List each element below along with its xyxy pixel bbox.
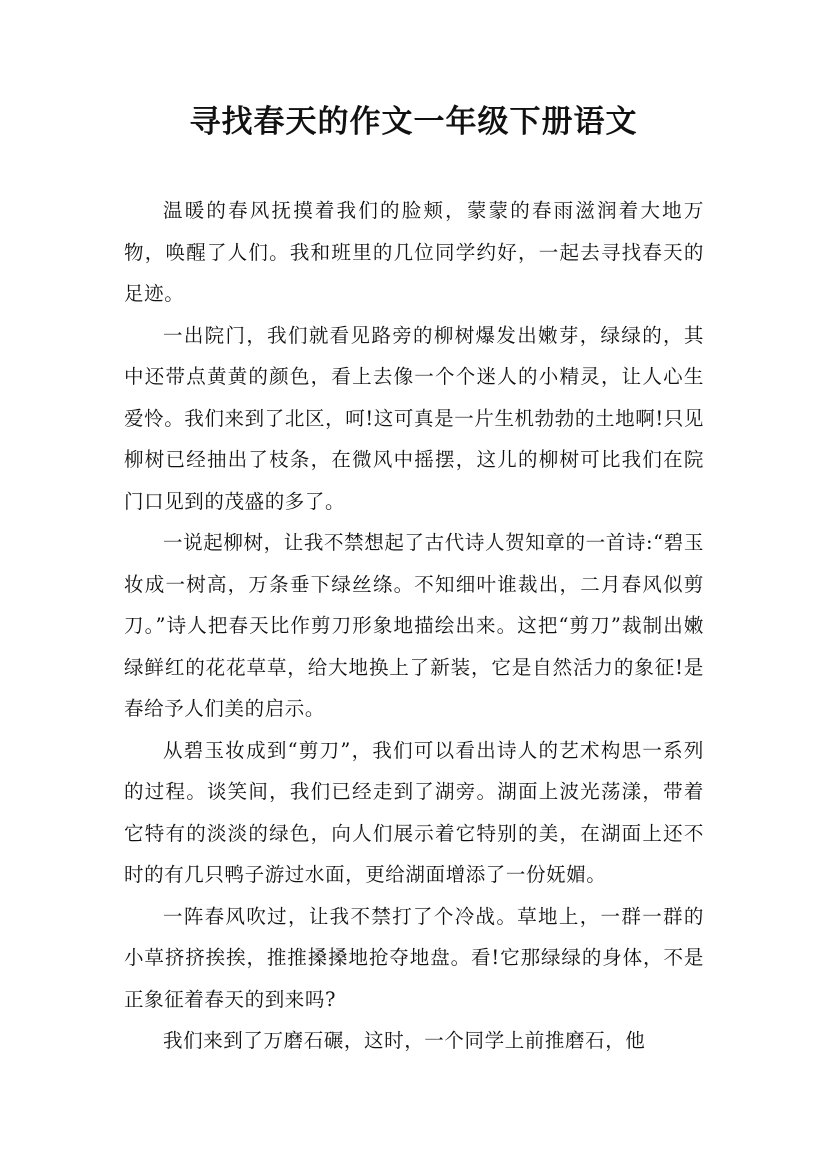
document-body bbox=[124, 190, 704, 1062]
paragraph-2: 一出院门，我们就看见路旁的柳树爆发出嫩芽，绿绿的，其中还带点黄黄的颜色，看上去像一个个迷人的小精灵，让人心生爱怜。我们来到了北区，呵!这可真是一片生机勃勃的土地啊!只见柳树已经抽出了枝条，在微风中摇摆，这儿的柳树可比我们在院门口见到的茂盛的多了。 bbox=[124, 323, 704, 513]
paragraph-6: 我们来到了万磨石碾，这时，一个同学上前推磨石，他 bbox=[163, 1029, 646, 1052]
paragraph-3: 一说起柳树，让我不禁想起了古代诗人贺知章的一首诗:“碧玉妆成一树高，万条垂下绿丝绦。不知细叶谁裁出，二月春风似剪刀。”诗人把春天比作剪刀形象地描绘出来。这把“剪刀”裁制出嫩绿鲜红的花花草草，给大地换上了新装，它是自然活力的象征!是春给予人们美的启示。 bbox=[124, 531, 704, 720]
paragraph-1: 温暖的春风抚摸着我们的脸颊，蒙蒙的春雨滋润着大地万物，唤醒了人们。我和班里的几位同学约好，一起去寻找春天的足迹。 bbox=[124, 199, 704, 305]
paragraph-5: 一阵春风吹过，让我不禁打了个冷战。草地上，一群一群的小草挤挤挨挨，推推搡搡地抢夺地盘。看!它那绿绿的身体，不是正象征着春天的到来吗? bbox=[124, 904, 704, 1011]
paragraph-4: 从碧玉妆成到“剪刀”，我们可以看出诗人的艺术构思一系列的过程。谈笑间，我们已经走到了湖旁。湖面上波光荡漾，带着它特有的淡淡的绿色，向人们展示着它特别的美，在湖面上还不时的有几只鸭子游过水面，更给湖面增添了一份妩媚。 bbox=[124, 738, 704, 886]
document-title: 寻找春天的作文一年级下册语文 bbox=[189, 104, 638, 140]
